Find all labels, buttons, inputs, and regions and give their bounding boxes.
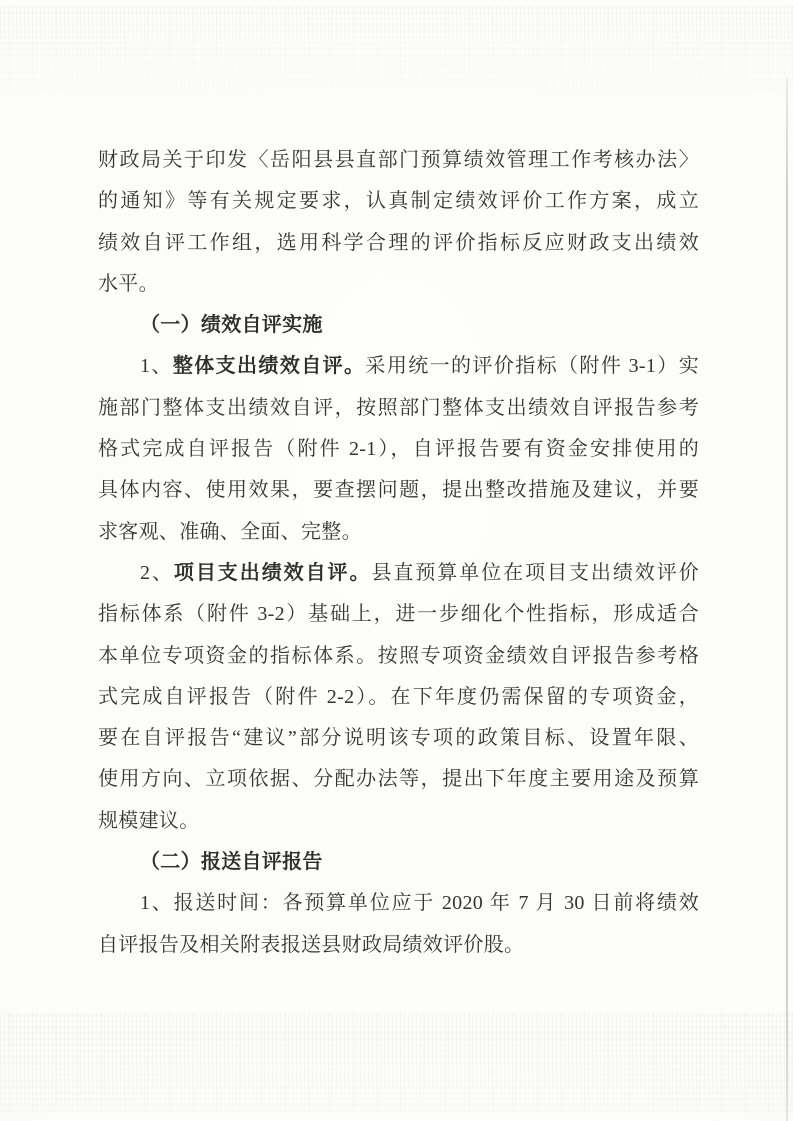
text-line-item-2 — [98, 553, 699, 594]
text-line: 使用方向、立项依据、分配办法等，提出下年度主要用途及预算 — [98, 768, 699, 791]
section-heading-submit-report: （二）报送自评报告 — [140, 851, 323, 874]
item-number: 1、 — [140, 355, 173, 378]
text-line-paragraph-end: 水平。 — [98, 272, 159, 295]
text-line-paragraph-end: 自评报告及相关附表报送县财政局绩效评价股。 — [98, 933, 525, 956]
text-line: 式完成自评报告（附件 2-2）。在下年度仍需保留的专项资金， — [98, 685, 699, 708]
item-lead-bold: 项目支出绩效自评。 — [173, 561, 372, 584]
text-line-paragraph-end: 规模建议。 — [98, 809, 200, 832]
item-body-text: 采用统一的评价指标（附件 3-1）实 — [365, 355, 699, 378]
scan-edge-line — [786, 78, 788, 1121]
text-line: 本单位专项资金的指标体系。按照专项资金绩效自评报告参考格 — [98, 644, 699, 667]
scan-noise-bottom — [0, 1012, 793, 1112]
text-line: 格式完成自评报告（附件 2-1），自评报告要有资金安排使用的 — [98, 438, 699, 461]
text-line: 财政局关于印发〈岳阳县县直部门预算绩效管理工作考核办法〉 — [98, 149, 699, 171]
text-line: 的通知》等有关规定要求，认真制定绩效评价工作方案，成立 — [98, 190, 699, 213]
text-line: 要在自评报告“建议”部分说明该专项的政策目标、设置年限、 — [98, 727, 699, 750]
text-line-item-1 — [98, 346, 699, 387]
text-line: 指标体系（附件 3-2）基础上，进一步细化个性指标，形成适合 — [98, 603, 699, 626]
text-line-item-submit-time: 1、报送时间：各预算单位应于 2020 年 7 月 30 日前将绩效 — [140, 892, 699, 915]
scan-noise-top — [0, 6, 793, 92]
item-number: 2、 — [140, 561, 174, 584]
text-line-paragraph-end: 求客观、准确、全面、完整。 — [98, 520, 362, 543]
document-body — [98, 140, 699, 966]
text-line: 绩效自评工作组，选用科学合理的评价指标反应财政支出绩效 — [98, 231, 699, 254]
item-lead-bold: 整体支出绩效自评。 — [172, 355, 366, 378]
text-line: 具体内容、使用效果，要查摆问题，提出整改措施及建议，并要 — [98, 479, 699, 502]
section-heading-performance-self-evaluation: （一）绩效自评实施 — [140, 314, 323, 337]
text-line: 施部门整体支出绩效自评，按照部门整体支出绩效自评报告参考 — [98, 396, 699, 419]
item-body-text: 县直预算单位在项目支出绩效评价 — [371, 561, 700, 584]
